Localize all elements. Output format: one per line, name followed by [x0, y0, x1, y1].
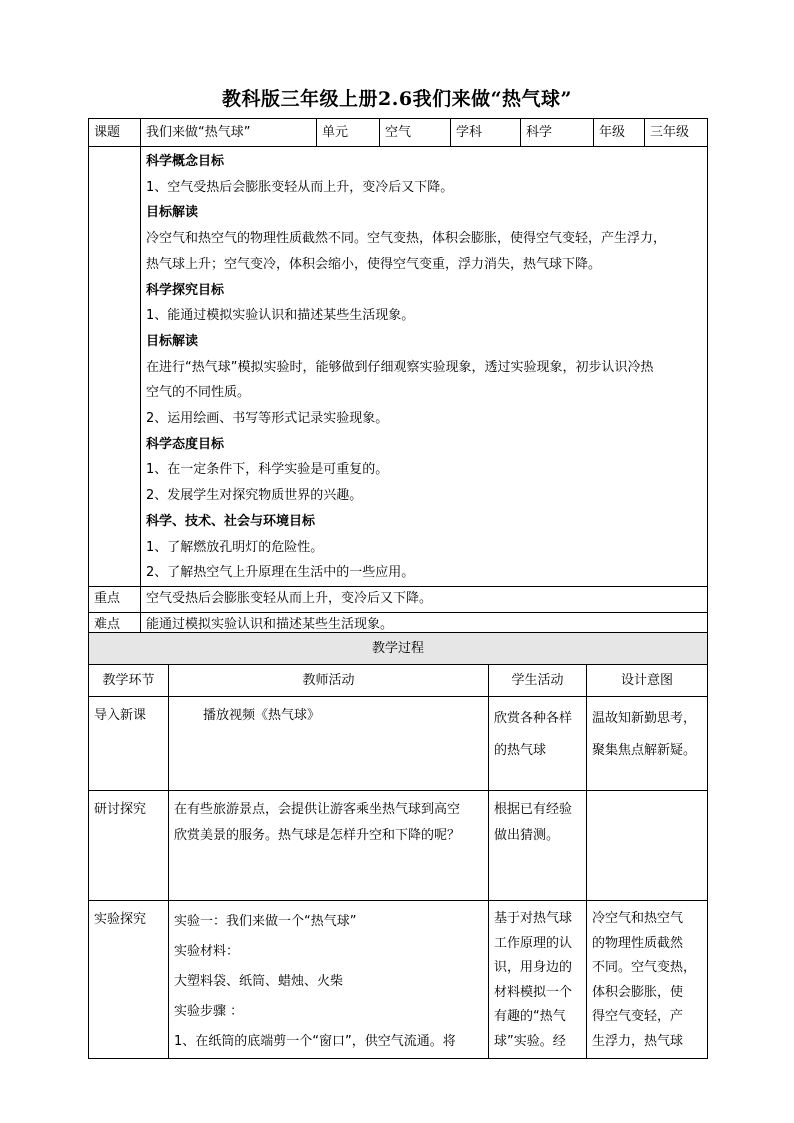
table-row: [89, 697, 708, 791]
objective-heading: 科学、技术、社会与环境目标: [146, 513, 316, 529]
objective-line: 2、运用绘画、书写等形式记录实验现象。: [146, 411, 389, 427]
objectives-label-cell: [89, 147, 141, 587]
intent-line: 冷空气和热空气: [592, 911, 684, 926]
stage-cell: 导入新课: [89, 697, 169, 791]
teacher-line: 1、在纸筒的底端剪一个“窗口”，供空气流通。将: [174, 1034, 456, 1049]
intent-line: 的物理性质截然: [592, 935, 684, 951]
student-cell: [489, 791, 587, 901]
key-point-text: 空气受热后会膨胀变轻从而上升，变冷后又下降。: [141, 586, 708, 612]
teacher-line: 实验步骤 ：: [174, 1004, 244, 1019]
objectives-cell: [141, 147, 708, 587]
student-line: 基于对热气球: [494, 911, 573, 926]
student-line: 有趣的“热气: [494, 1009, 566, 1024]
intent-line: 得空气变轻，产: [592, 1009, 684, 1024]
objective-line: 1、在一定条件下，科学实验是可重复的。: [146, 462, 389, 478]
intent-cell: [587, 901, 708, 1059]
intent-line: 温故知新勤思考，: [592, 711, 697, 726]
header-student: 学生活动: [489, 665, 587, 697]
student-line: 欣赏各种各样: [494, 711, 573, 726]
table-row: [89, 791, 708, 901]
course-value: 我们来做“热气球”: [141, 119, 317, 147]
difficulty-text: 能通过模拟实验认识和描述某些生活现象。: [141, 612, 708, 638]
process-band-row: [89, 633, 708, 665]
teacher-line: 实验材料：: [174, 944, 240, 959]
unit-value: 空气: [380, 119, 451, 147]
objective-heading: 目标解读: [146, 205, 199, 221]
teacher-line: 大塑料袋、纸筒、蜡烛、火柴: [174, 974, 344, 989]
objective-line: 热气球上升；空气变冷，体积会缩小，使得空气变重，浮力消失，热气球下降。: [146, 256, 602, 272]
stage-cell: 研讨探究: [89, 791, 169, 901]
header-stage: 教学环节: [89, 665, 169, 697]
header-row: [89, 119, 708, 147]
intent-cell: [587, 791, 708, 901]
intent-line: 不同。空气变热，: [592, 960, 697, 975]
objective-line: 2、了解热空气上升原理在生活中的一些应用。: [146, 565, 415, 581]
student-line: 球”实验。经: [494, 1033, 566, 1049]
student-cell: [489, 901, 587, 1059]
grade-label: 年级: [594, 119, 645, 147]
objective-line: 1、能通过模拟实验认识和描述某些生活现象。: [146, 308, 415, 324]
difficulty-label: 难点: [89, 612, 141, 638]
objective-heading: 科学概念目标: [146, 154, 225, 169]
student-line: 识，用身边的: [494, 960, 573, 975]
intent-line: 生浮力，热气球: [592, 1033, 684, 1049]
objectives-row: [89, 147, 708, 587]
lesson-info-table: [88, 118, 708, 639]
stage-cell: 实验探究: [89, 901, 169, 1059]
header-intent: 设计意图: [587, 665, 708, 697]
key-point-label: 重点: [89, 586, 141, 612]
student-line: 根据已有经验: [494, 802, 573, 817]
objective-line: 在进行“热气球”模拟实验时，能够做到仔细观察实验现象，透过实验现象，初步认识冷热: [146, 359, 654, 375]
grade-value: 三年级: [645, 119, 708, 147]
teacher-cell: [169, 901, 489, 1059]
intent-line: 体积会膨胀，使: [592, 984, 684, 1000]
teacher-cell: [169, 791, 489, 901]
student-cell: [489, 697, 587, 791]
student-line: 材料模拟一个: [494, 984, 573, 1000]
process-band: 教学过程: [89, 633, 708, 665]
objective-heading: 目标解读: [146, 333, 199, 349]
objective-line: 1、了解燃放孔明灯的危险性。: [146, 539, 324, 555]
objective-line: 1、空气受热后会膨胀变轻从而上升，变冷后又下降。: [146, 179, 454, 195]
intent-line: 聚集焦点解新疑。: [592, 743, 697, 758]
student-line: 工作原理的认: [494, 935, 573, 951]
intent-cell: [587, 697, 708, 791]
student-line: 的热气球: [494, 743, 547, 758]
teacher-line: 在有些旅游景点，会提供让游客乘坐热气球到高空: [174, 802, 461, 817]
page-title: 教科版三年级上册2.6我们来做“热气球”: [222, 88, 572, 110]
table-row: [89, 901, 708, 1059]
objective-line: 冷空气和热空气的物理性质截然不同。空气变热，体积会膨胀，使得空气变轻，产生浮力，: [146, 231, 667, 247]
objective-line: 空气的不同性质。: [146, 385, 251, 401]
key-point-row: [89, 586, 708, 612]
student-line: 做出猜测。: [494, 828, 560, 843]
teacher-line: 实验一：我们来做一个“热气球”: [174, 914, 357, 929]
objective-heading: 科学探究目标: [146, 282, 225, 298]
subject-label: 学科: [451, 119, 521, 147]
teacher-cell: [169, 697, 489, 791]
unit-label: 单元: [317, 119, 380, 147]
teacher-line: 播放视频《热气球》: [203, 708, 321, 723]
course-label: 课题: [89, 119, 141, 147]
header-teacher: 教师活动: [169, 665, 489, 697]
teacher-line: 欣赏美景的服务。热气球是怎样升空和下降的呢？: [174, 828, 461, 843]
teaching-process-table: [88, 632, 708, 1059]
subject-value: 科学: [521, 119, 594, 147]
objective-heading: 科学态度目标: [146, 436, 225, 452]
process-header-row: [89, 665, 708, 697]
objective-line: 2、发展学生对探究物质世界的兴趣。: [146, 488, 363, 504]
